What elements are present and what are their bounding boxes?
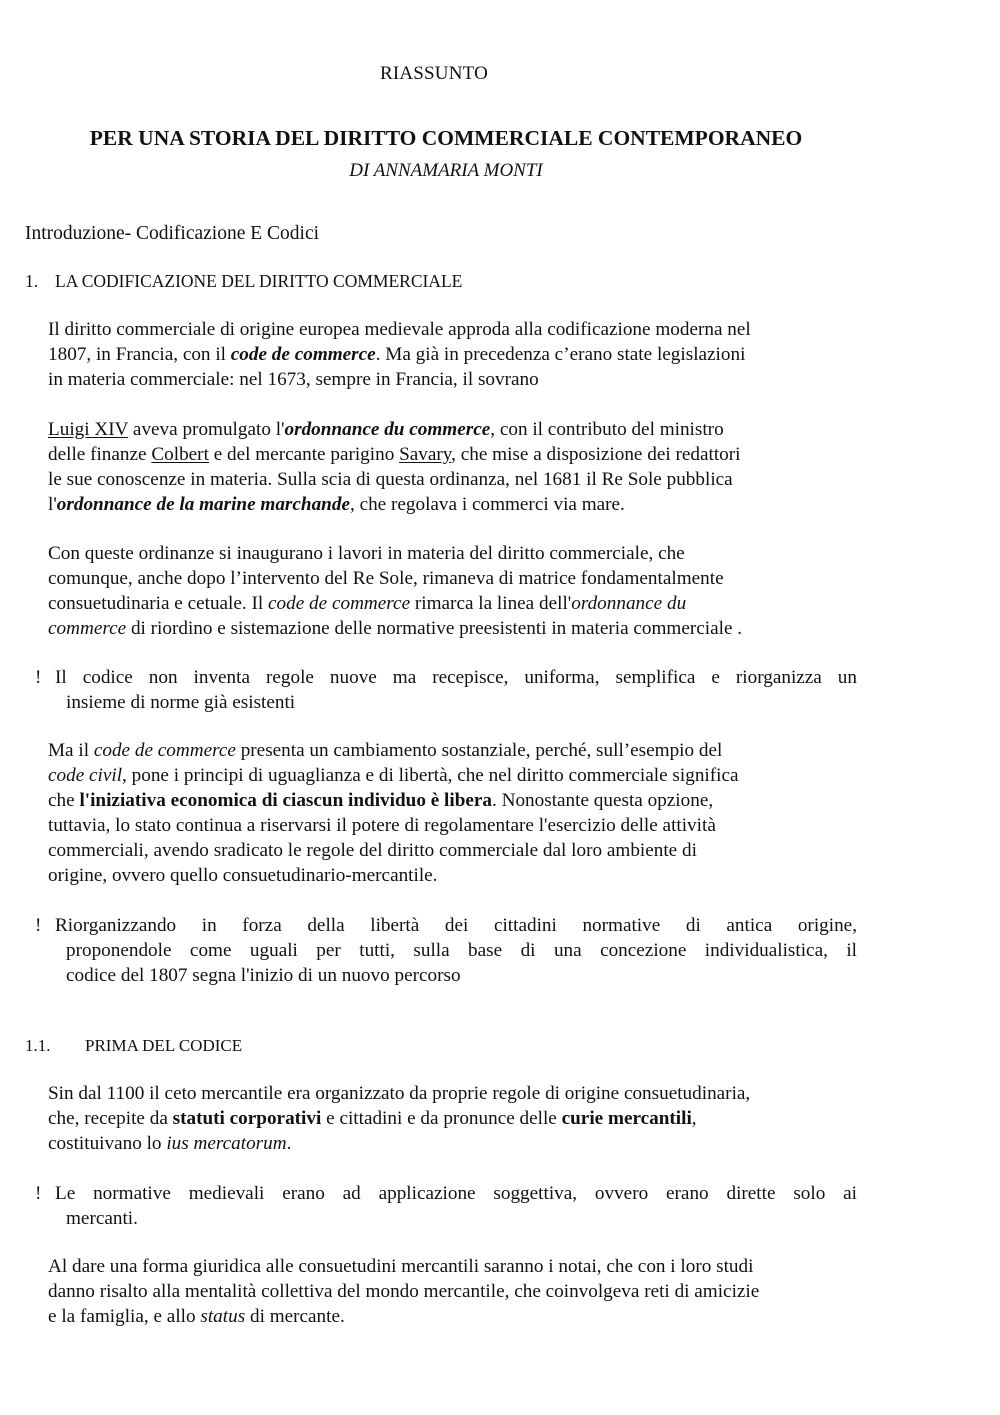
- paragraph-5: [48, 1081, 868, 1156]
- note-3: [35, 1181, 857, 1231]
- document-author: DI ANNAMARIA MONTI: [349, 160, 543, 181]
- paragraph-2: [48, 417, 868, 517]
- emphasis: ordonnance de la marine marchande: [56, 494, 350, 515]
- text-line: che l'iniziativa economica di ciascun individuo è libera. Nonostante questa opzione,: [48, 790, 714, 811]
- text-line: Con queste ordinanze si inaugurano i lavori in materia del diritto commerciale, che: [48, 543, 685, 564]
- text-line: ! Il codice non inventa regole nuove ma recepisce, uniforma, semplifica e riorganizza un: [35, 667, 857, 688]
- text-line: Il diritto commerciale di origine europea medievale approda alla codificazione moderna nel: [48, 319, 751, 340]
- text-line: Sin dal 1100 il ceto mercantile era organizzato da proprie regole di origine consuetudinaria,: [48, 1083, 751, 1104]
- text-line: l'ordonnance de la marine marchande, che regolava i commerci via mare.: [48, 494, 625, 515]
- text-line: Luigi XIV aveva promulgato l'ordonnance du commerce, con il contributo del ministro: [48, 419, 724, 440]
- text-line: consuetudinaria e cetuale. Il code de commerce rimarca la linea dell'ordonnance du: [48, 593, 687, 614]
- emphasis: status: [200, 1306, 246, 1327]
- emphasis: code de commerce: [268, 593, 411, 614]
- text-line: mercanti.: [66, 1208, 138, 1229]
- emphasis: ordonnance du: [571, 593, 687, 614]
- emphasis: ordonnance du commerce: [284, 419, 491, 440]
- note-2: [35, 913, 857, 988]
- text-line: in materia commerciale: nel 1673, sempre in Francia, il sovrano: [48, 369, 539, 390]
- underlined-name: Luigi XIV: [48, 419, 129, 440]
- text-line: origine, ovvero quello consuetudinario-mercantile.: [48, 865, 438, 886]
- paragraph-6: [48, 1254, 868, 1329]
- text-line: che, recepite da statuti corporativi e cittadini e da pronunce delle curie mercantili,: [48, 1108, 697, 1129]
- text-line: codice del 1807 segna l'inizio di un nuovo percorso: [66, 965, 461, 986]
- text-line: ! Riorganizzando in forza della libertà dei cittadini normative di antica origine,: [35, 915, 857, 936]
- text-line: le sue conoscenze in materia. Sulla scia di questa ordinanza, nel 1681 il Re Sole pubblica: [48, 469, 733, 490]
- emphasis: code de commerce: [230, 344, 376, 365]
- bold-term: statuti corporativi: [172, 1108, 322, 1129]
- section-number: 1.: [25, 271, 39, 291]
- section-number: 1.1.: [25, 1036, 51, 1055]
- note-1: [35, 665, 857, 715]
- emphasis: ius mercatorum: [166, 1133, 287, 1154]
- paragraph-1: [48, 317, 868, 392]
- document-title: PER UNA STORIA DEL DIRITTO COMMERCIALE CONTEMPORANEO: [89, 126, 803, 150]
- exclamation-mark: !: [35, 915, 42, 936]
- text-line: proponendole come uguali per tutti, sulla base di una concezione individualistica, il: [66, 940, 857, 961]
- emphasis: commerce: [48, 618, 127, 639]
- text-line: tuttavia, lo stato continua a riservarsi il potere di regolamentare l'esercizio delle attività: [48, 815, 716, 836]
- text-line: insieme di norme già esistenti: [66, 692, 296, 713]
- bold-statement: l'iniziativa economica di ciascun individuo è libera: [79, 790, 492, 811]
- section-heading-1-1: [25, 1036, 242, 1056]
- text-line: Ma il code de commerce presenta un cambiamento sostanziale, perché, sull’esempio del: [48, 740, 723, 761]
- emphasis: code de commerce: [93, 740, 236, 761]
- paragraph-3: [48, 541, 868, 641]
- text-line: 1807, in Francia, con il code de commerce. Ma già in precedenza c’erano state legislazioni: [48, 344, 746, 365]
- text-line: e la famiglia, e allo status di mercante.: [48, 1306, 345, 1327]
- text-line: code civil, pone i principi di uguaglianza e di libertà, che nel diritto commerciale significa: [48, 765, 739, 786]
- section-title: PRIMA DEL CODICE: [85, 1036, 243, 1055]
- text-line: commerce di riordino e sistemazione delle normative preesistenti in materia commerciale .: [48, 618, 743, 639]
- text-line: delle finanze Colbert e del mercante parigino Savary, che mise a disposizione dei redattori: [48, 444, 741, 465]
- document-kicker: RIASSUNTO: [379, 63, 489, 84]
- underlined-name: Colbert: [151, 444, 209, 465]
- exclamation-mark: !: [35, 667, 42, 688]
- section-heading-1: [25, 271, 462, 292]
- text-line: costituivano lo ius mercatorum.: [48, 1133, 292, 1154]
- bold-term: curie mercantili: [561, 1108, 692, 1129]
- paragraph-4: [48, 738, 868, 888]
- text-line: commerciali, avendo sradicato le regole del diritto commerciale dal loro ambiente di: [48, 840, 697, 861]
- section-title: LA CODIFICAZIONE DEL DIRITTO COMMERCIALE: [55, 271, 463, 291]
- text-line: comunque, anche dopo l’intervento del Re Sole, rimaneva di matrice fondamentalmente: [48, 568, 724, 589]
- text-line: Al dare una forma giuridica alle consuetudini mercantili saranno i notai, che con i loro studi: [48, 1256, 754, 1277]
- intro-heading: Introduzione- Codificazione E Codici: [25, 223, 320, 244]
- underlined-name: Savary: [399, 444, 452, 465]
- text-line: ! Le normative medievali erano ad applicazione soggettiva, ovvero erano dirette solo ai: [35, 1183, 857, 1204]
- text-line: danno risalto alla mentalità collettiva del mondo mercantile, che coinvolgeva reti di amicizie: [48, 1281, 760, 1302]
- exclamation-mark: !: [35, 1183, 42, 1204]
- emphasis: code civil: [48, 765, 123, 786]
